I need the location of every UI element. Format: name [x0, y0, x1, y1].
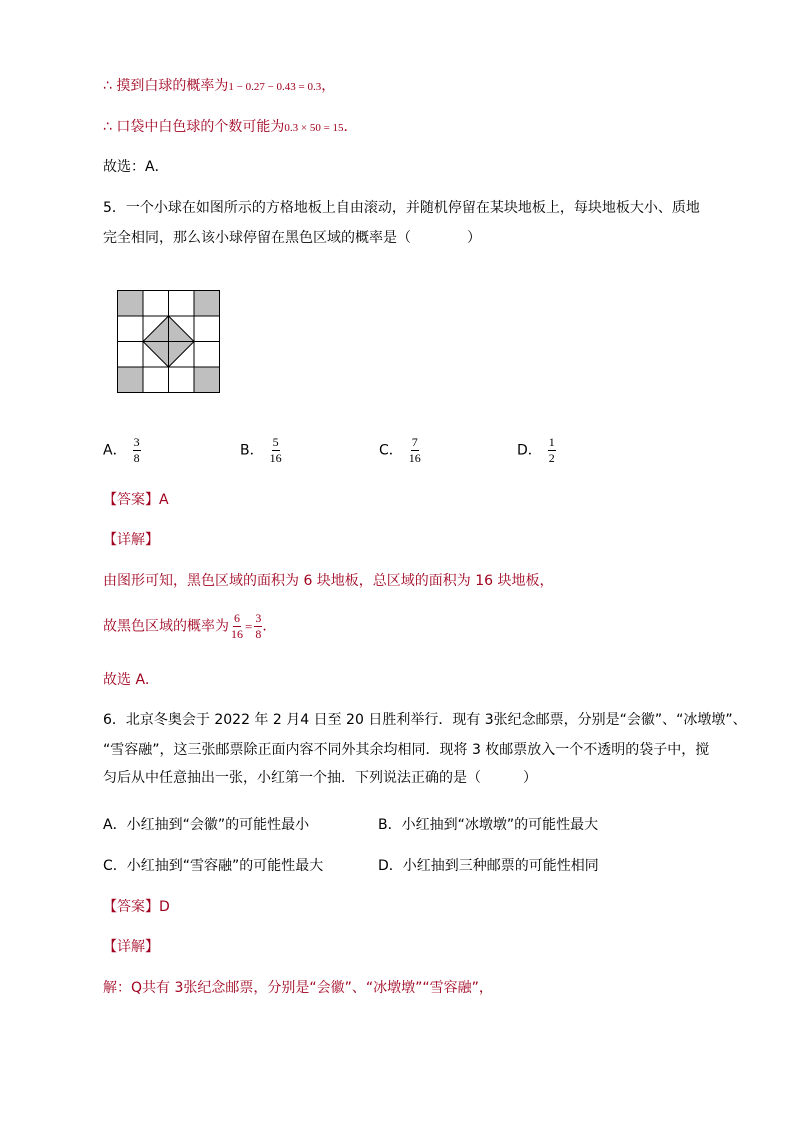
fraction-numerator: 3 [255, 611, 262, 625]
q5-option-d[interactable] [517, 436, 556, 465]
tile-grid-figure [117, 290, 220, 393]
fraction-denominator: 16 [231, 627, 243, 641]
option-label: C． [379, 442, 403, 459]
q5-detail-heading: 【详解】 [103, 532, 159, 548]
q6-option-d[interactable]: D．小红抽到三种邮票的可能性相同 [378, 858, 599, 874]
option-fraction [548, 436, 556, 465]
q5-stem-line2: 完全相同，那么该小球停留在黑色区域的概率是（ ） [103, 230, 481, 246]
q6-option-b[interactable]: B．小红抽到“冰墩墩”的可能性最大 [378, 817, 599, 833]
math-expression: 0.3 × 50 = 15 [284, 122, 344, 134]
q5-explain-line2 [103, 612, 276, 641]
punctuation: ． [262, 618, 277, 635]
fraction-numerator: 6 [234, 611, 240, 625]
fraction-numerator: 1 [548, 435, 555, 449]
q5-answer: 【答案】A [103, 492, 169, 508]
q5-stem-line1: 5．一个小球在如图所示的方格地板上自由滚动，并随机停留在某块地板上，每块地板大小、质地 [103, 200, 700, 216]
solution-line-white-count [103, 118, 358, 137]
solution-text: ∴ 口袋中白色球的个数可能为 [103, 119, 285, 135]
q6-option-a[interactable]: A．小红抽到“会徽”的可能性最小 [103, 817, 310, 833]
q5-option-b[interactable] [240, 436, 282, 465]
q5-explain-line1: 由图形可知，黑色区域的面积为 6 块地板，总区域的面积为 16 块地板， [103, 573, 554, 589]
solution-text: 故黑色区域的概率为 [103, 618, 229, 635]
fraction-six-sixteenths [231, 612, 243, 641]
q6-stem-line3: 匀后从中任意抽出一张，小红第一个抽．下列说法正确的是（ ） [103, 770, 537, 786]
option-label: D． [517, 442, 542, 459]
q5-choice: 故选 A． [103, 672, 160, 688]
punctuation: ． [343, 119, 358, 135]
fraction-numerator: 3 [133, 435, 140, 449]
solution-text: ∴ 摸到白球的概率为 [103, 78, 229, 94]
option-fraction [133, 436, 141, 465]
solution-line-white-prob [103, 77, 335, 96]
equals-sign: = [245, 618, 253, 634]
choice-line: 故选：A． [103, 159, 169, 175]
q6-stem-line2: “雪容融”，这三张邮票除正面内容不同外其余均相同．现将 3 枚邮票放入一个不透明的袋子中，搅 [103, 742, 710, 758]
fraction-denominator: 16 [408, 451, 421, 465]
q5-option-a[interactable] [103, 436, 141, 465]
option-label: A． [103, 442, 127, 459]
fraction-numerator: 5 [272, 435, 279, 449]
option-fraction [270, 436, 282, 465]
q6-option-c[interactable]: C．小红抽到“雪容融”的可能性最大 [103, 858, 324, 874]
option-label: B． [240, 442, 264, 459]
fraction-denominator: 16 [269, 451, 282, 465]
q6-detail-heading: 【详解】 [103, 939, 159, 955]
q6-answer: 【答案】D [103, 899, 170, 915]
fraction-denominator: 8 [133, 451, 140, 465]
q6-stem-line1: 6．北京冬奥会于 2022 年 2 月4 日至 20 日胜利举行．现有 3张纪念邮票，分别是“会徽”、“冰墩墩”、 [103, 712, 747, 728]
math-expression: 1 − 0.27 − 0.43 = 0.3 [228, 81, 322, 93]
fraction-denominator: 2 [548, 451, 555, 465]
q6-explain-line1: 解：Q共有 3张纪念邮票，分别是“会徽”、“冰墩墩”“雪容融”， [103, 980, 493, 996]
option-fraction [409, 436, 421, 465]
punctuation: ， [321, 78, 336, 94]
q5-option-c[interactable] [379, 436, 421, 465]
fraction-numerator: 7 [411, 435, 418, 449]
fraction-denominator: 8 [255, 627, 262, 641]
